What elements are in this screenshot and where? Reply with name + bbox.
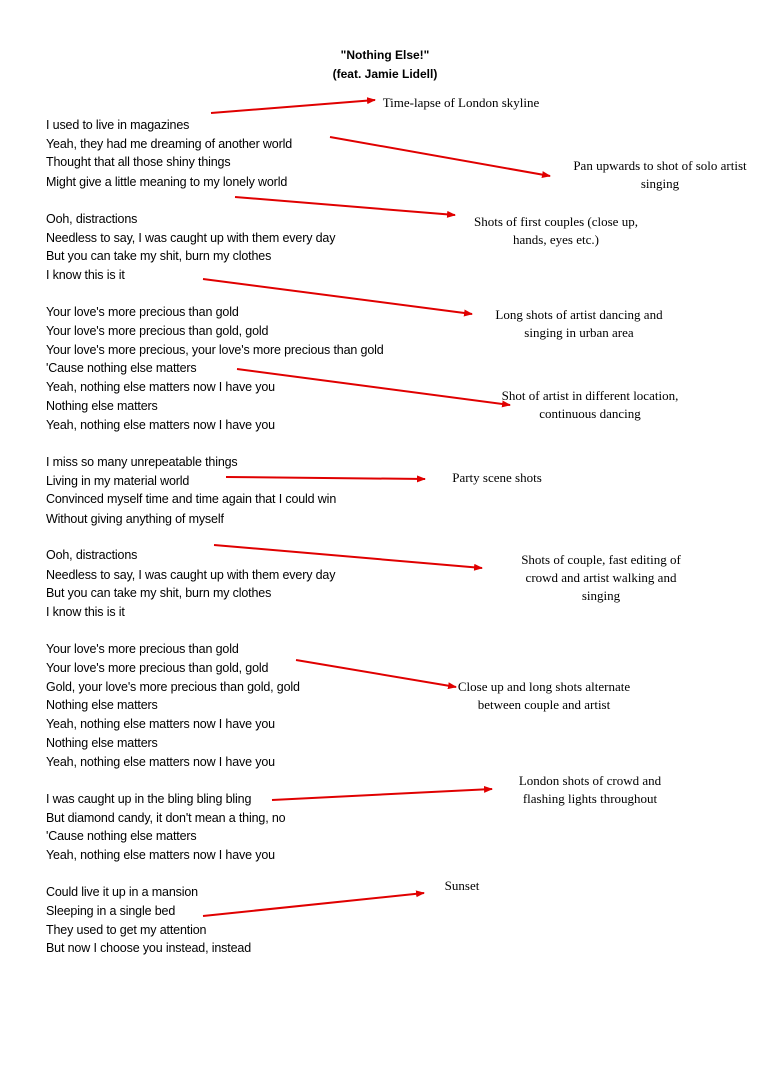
lyric-line: Sleeping in a single bed	[46, 904, 176, 918]
lyric-line: Nothing else matters	[46, 698, 158, 712]
arrow	[211, 100, 375, 113]
lyric-line: Yeah, nothing else matters now I have you	[46, 418, 275, 432]
lyric-line: Ooh, distractions	[46, 548, 138, 562]
lyric-line: Nothing else matters	[46, 399, 158, 413]
arrow	[226, 477, 425, 479]
lyric-line: Needless to say, I was caught up with them every day	[46, 231, 336, 245]
shot-note: Close up and long shots alternate between couple and artist	[457, 679, 631, 712]
lyric-line: Your love's more precious, your love's more precious than gold	[46, 343, 384, 357]
lyric-line: Your love's more precious than gold	[46, 642, 239, 656]
shot-note: Shots of first couples (close up, hands, eyes etc.)	[474, 214, 638, 247]
shot-note: Sunset	[444, 878, 480, 893]
song-title: "Nothing Else!"	[340, 48, 430, 62]
lyric-line: But you can take my shit, burn my clothes	[46, 249, 272, 263]
shot-note: Shot of artist in different location, continuous dancing	[501, 388, 679, 421]
lyric-line: I used to live in magazines	[46, 118, 190, 132]
arrow	[330, 137, 550, 176]
arrow	[214, 545, 482, 568]
lyric-line: I was caught up in the bling bling bling	[46, 792, 252, 806]
lyric-line: But you can take my shit, burn my clothes	[46, 586, 272, 600]
lyric-line: Needless to say, I was caught up with them every day	[46, 568, 336, 582]
shot-note: Party scene shots	[452, 470, 542, 485]
lyric-line: Yeah, nothing else matters now I have you	[46, 717, 275, 731]
lyric-line: Yeah, nothing else matters now I have you	[46, 380, 275, 394]
arrow	[237, 369, 510, 405]
lyric-line: But diamond candy, it don't mean a thing, no	[46, 811, 286, 825]
arrow	[235, 197, 455, 215]
shot-note: Shots of couple, fast editing of crowd and artist walking and singing	[521, 552, 681, 603]
lyric-line: Could live it up in a mansion	[46, 885, 198, 899]
arrow	[203, 893, 424, 916]
arrow	[296, 660, 456, 687]
lyric-line: Might give a little meaning to my lonely world	[46, 175, 288, 189]
lyric-line: Yeah, they had me dreaming of another world	[46, 137, 293, 151]
arrow	[272, 789, 492, 800]
shot-note: London shots of crowd and flashing lights throughout	[518, 773, 662, 806]
lyric-line: 'Cause nothing else matters	[46, 829, 197, 843]
lyric-line: Yeah, nothing else matters now I have you	[46, 848, 275, 862]
lyric-line: Your love's more precious than gold, gold	[46, 661, 269, 675]
shot-note: Pan upwards to shot of solo artist singing	[573, 158, 747, 191]
lyric-line: 'Cause nothing else matters	[46, 361, 197, 375]
lyric-line: Living in my material world	[46, 474, 190, 488]
lyric-line: I know this is it	[46, 268, 125, 282]
shot-note: Long shots of artist dancing and singing in urban area	[495, 307, 663, 340]
lyric-line: Thought that all those shiny things	[46, 155, 231, 169]
lyric-line: But now I choose you instead, instead	[46, 941, 252, 955]
lyric-line: I know this is it	[46, 605, 125, 619]
lyric-line: Without giving anything of myself	[46, 512, 224, 526]
shot-note: Time-lapse of London skyline	[382, 95, 540, 110]
lyric-line: Yeah, nothing else matters now I have you	[46, 755, 275, 769]
arrow	[203, 279, 472, 314]
lyric-line: They used to get my attention	[46, 923, 207, 937]
lyric-line: Ooh, distractions	[46, 212, 138, 226]
lyric-line: Your love's more precious than gold, gold	[46, 324, 269, 338]
lyric-line: Your love's more precious than gold	[46, 305, 239, 319]
lyric-line: Nothing else matters	[46, 736, 158, 750]
lyric-line: Convinced myself time and time again that I could win	[46, 492, 337, 506]
lyric-line: I miss so many unrepeatable things	[46, 455, 238, 469]
song-subtitle: (feat. Jamie Lidell)	[332, 67, 438, 81]
lyric-line: Gold, your love's more precious than gold, gold	[46, 680, 300, 694]
